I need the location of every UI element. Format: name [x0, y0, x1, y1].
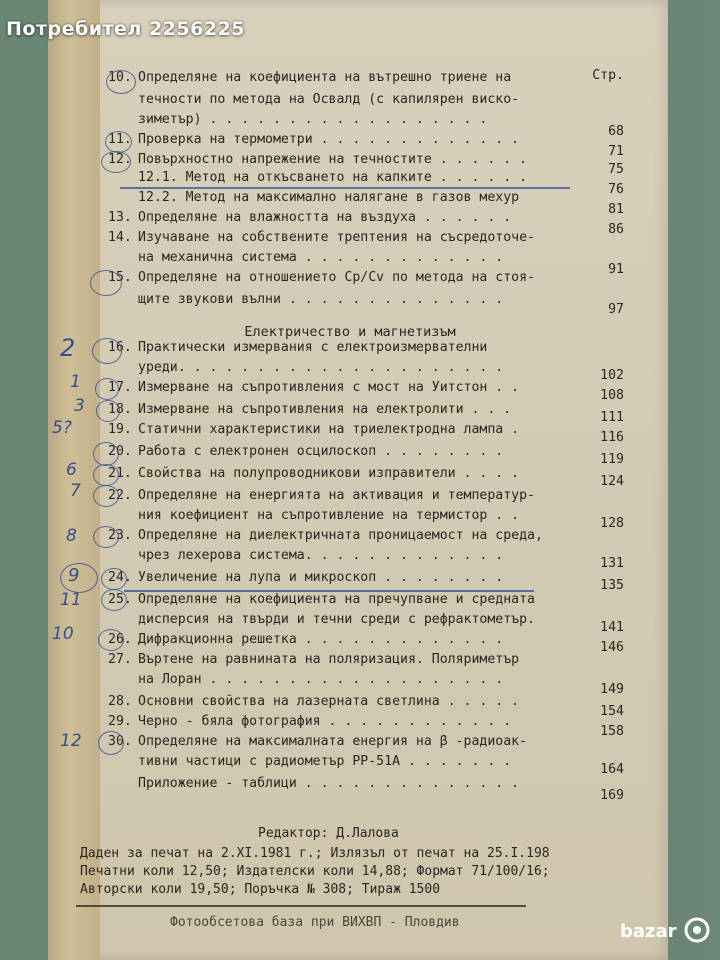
bazar-logo: [618, 910, 710, 950]
toc-entry-title: Черно - бяла фотография . . . . . . . . . . . .: [138, 714, 512, 729]
toc-entry-title: уреди. . . . . . . . . . . . . . . . . . . . .: [138, 360, 504, 375]
handwritten-number: 6: [66, 460, 77, 480]
toc-entry-number: 22.: [108, 488, 132, 503]
toc-page-number: 141: [600, 620, 624, 635]
toc-entry-number: 24.: [108, 570, 132, 585]
handwritten-number: 3: [74, 396, 85, 416]
toc-entry-title: Определяне на отношението Cp/Cv по метода на стоя-: [138, 270, 535, 285]
section-heading: Електричество и магнетизъм: [244, 324, 456, 340]
toc-entry-number: 29.: [108, 714, 132, 729]
toc-page-number: 71: [608, 144, 624, 159]
handwritten-number: 11: [60, 590, 82, 610]
toc-entry-title: Измерване на съпротивления на електролити . . .: [138, 402, 512, 417]
editor-line: Редактор: Д.Лалова: [258, 826, 399, 841]
toc-page-number: 124: [600, 474, 624, 489]
toc-entry-number: 13.: [108, 210, 132, 225]
toc-page-number: 108: [600, 388, 624, 403]
toc-page-number: 131: [600, 556, 624, 571]
handwritten-number: 5?: [52, 418, 72, 438]
handwritten-number: 12: [60, 731, 82, 751]
toc-page-number: 116: [600, 430, 624, 445]
handwritten-number: 2: [60, 334, 76, 362]
toc-entry-number: 23.: [108, 528, 132, 543]
toc-page-number: 128: [600, 516, 624, 531]
toc-entry-number: 18.: [108, 402, 132, 417]
toc-entry-number: 15.: [108, 270, 132, 285]
toc-page-number: 102: [600, 368, 624, 383]
handwritten-number: 1: [70, 372, 81, 392]
toc-page-number: 119: [600, 452, 624, 467]
toc-page-number: 81: [608, 202, 624, 217]
toc-entry-number: 12.: [108, 152, 132, 167]
toc-entry-title: Статични характеристики на триелектродна лампа .: [138, 422, 520, 437]
toc-entry-title: Увеличение на лупа и микроскоп . . . . . . . .: [138, 570, 504, 585]
toc-entry-title: 12.2. Метод на максимално налягане в газов мехур: [138, 190, 520, 205]
toc-entry-title: Определяне на диелектричната проницаемост на среда,: [138, 528, 543, 543]
page-column-header: Стр.: [592, 68, 624, 83]
toc-entry-title: Изучаване на собствените трептения на съсредоточе-: [138, 230, 535, 245]
toc-page-number: 149: [600, 682, 624, 697]
imprint-line: Печатни коли 12,50; Издателски коли 14,88; Формат 71/100/16;: [80, 864, 550, 879]
toc-entry-title: Приложение - таблици . . . . . . . . . . . . . .: [138, 776, 520, 791]
toc-entry-title: Определяне на максималната енергия на β -радиоак-: [138, 734, 528, 749]
toc-entry-title: щите звукови вълни . . . . . . . . . . . . . .: [138, 292, 504, 307]
toc-entry-title: течности по метода на Освалд (с капилярен виско-: [138, 92, 520, 107]
toc-entry-title: Дифракционна решетка . . . . . . . . . . . . .: [138, 632, 504, 647]
toc-entry-title: Определяне на коефициента на пречупване и средната: [138, 592, 535, 607]
toc-entry-title: 12.1. Метод на откъсването на капките . . . . . .: [138, 170, 528, 185]
toc-entry-number: 28.: [108, 694, 132, 709]
toc-page-number: 97: [608, 302, 624, 317]
svg-text:bazar: bazar: [620, 921, 677, 942]
toc-entry-title: Практически измервания с електроизмервателни: [138, 340, 488, 355]
toc-entry-number: 30.: [108, 734, 132, 749]
toc-entry-title: Работа с електронен осцилоскоп . . . . . . . .: [138, 444, 504, 459]
toc-page-number: 146: [600, 640, 624, 655]
toc-page-number: 75: [608, 162, 624, 177]
toc-page-number: 164: [600, 762, 624, 777]
imprint-line: Даден за печат на 2.XI.1981 г.; Излязъл от печат на 25.I.198: [80, 846, 550, 861]
toc-page-number: 154: [600, 704, 624, 719]
toc-entry-number: 17.: [108, 380, 132, 395]
toc-entry-title: тивни частици с радиометър РР-51А . . . . . . .: [138, 754, 512, 769]
handwritten-number: 9: [68, 565, 80, 586]
toc-entry-title: Основни свойства на лазерната светлина . . . . .: [138, 694, 520, 709]
handwritten-number: 10: [52, 624, 74, 644]
toc-entry-number: 11.: [108, 132, 132, 147]
toc-entry-title: на Лоран . . . . . . . . . . . . . . . . . . .: [138, 672, 504, 687]
toc-entry-title: чрез лехерова система. . . . . . . . . . . . .: [138, 548, 504, 563]
toc-entry-title: Определяне на влажността на въздуха . . . . . .: [138, 210, 512, 225]
toc-entry-title: зиметър) . . . . . . . . . . . . . . . . . .: [138, 112, 488, 127]
toc-entry-title: ния коефициент на съпротивление на термистор . .: [138, 508, 520, 523]
toc-entry-title: Определяне на коефициента на вътрешно триене на: [138, 70, 512, 85]
toc-entry-number: 25.: [108, 592, 132, 607]
toc-page-number: 158: [600, 724, 624, 739]
toc-entry-title: Измерване на съпротивления с мост на Уитстон . .: [138, 380, 520, 395]
toc-entry-title: Определяне на енергията на активация и температур-: [138, 488, 535, 503]
toc-page-number: 91: [608, 262, 624, 277]
toc-entry-number: 14.: [108, 230, 132, 245]
toc-page-number: 169: [600, 788, 624, 803]
printer-line: Фотообсетова база при ВИХВП - Пловдив: [170, 915, 460, 930]
toc-entry-number: 21.: [108, 466, 132, 481]
toc-entry-title: на механична система . . . . . . . . . . . . .: [138, 250, 504, 265]
toc-entry-title: дисперсия на твърди и течни среди с рефрактометър.: [138, 612, 535, 627]
handwritten-number: 8: [66, 526, 77, 546]
toc-entry-title: Въртене на равнината на поляризация. Поляриметър: [138, 652, 520, 667]
toc-entry-number: 19.: [108, 422, 132, 437]
toc-page-number: 86: [608, 222, 624, 237]
toc-entry-title: Повърхностно напрежение на течностите . . . . . .: [138, 152, 528, 167]
toc-entry-number: 27.: [108, 652, 132, 667]
toc-page-number: 76: [608, 182, 624, 197]
handwritten-number: 7: [70, 481, 81, 501]
toc-entry-title: Свойства на полупроводникови изправители . . . .: [138, 466, 520, 481]
imprint-line: Авторски коли 19,50; Поръчка № 308; Тираж 1500: [80, 882, 441, 897]
toc-entry-number: 20.: [108, 444, 132, 459]
toc-entry-number: 16.: [108, 340, 132, 355]
toc-page-number: 135: [600, 578, 624, 593]
user-watermark: Потребител 2256225: [6, 18, 246, 40]
toc-entry-number: 26.: [108, 632, 132, 647]
toc-entry-number: 10.: [108, 70, 132, 85]
toc-entry-title: Проверка на термометри . . . . . . . . . . . . .: [138, 132, 520, 147]
toc-page-number: 68: [608, 124, 624, 139]
toc-page-number: 111: [600, 410, 624, 425]
imprint-rule: [76, 905, 526, 907]
